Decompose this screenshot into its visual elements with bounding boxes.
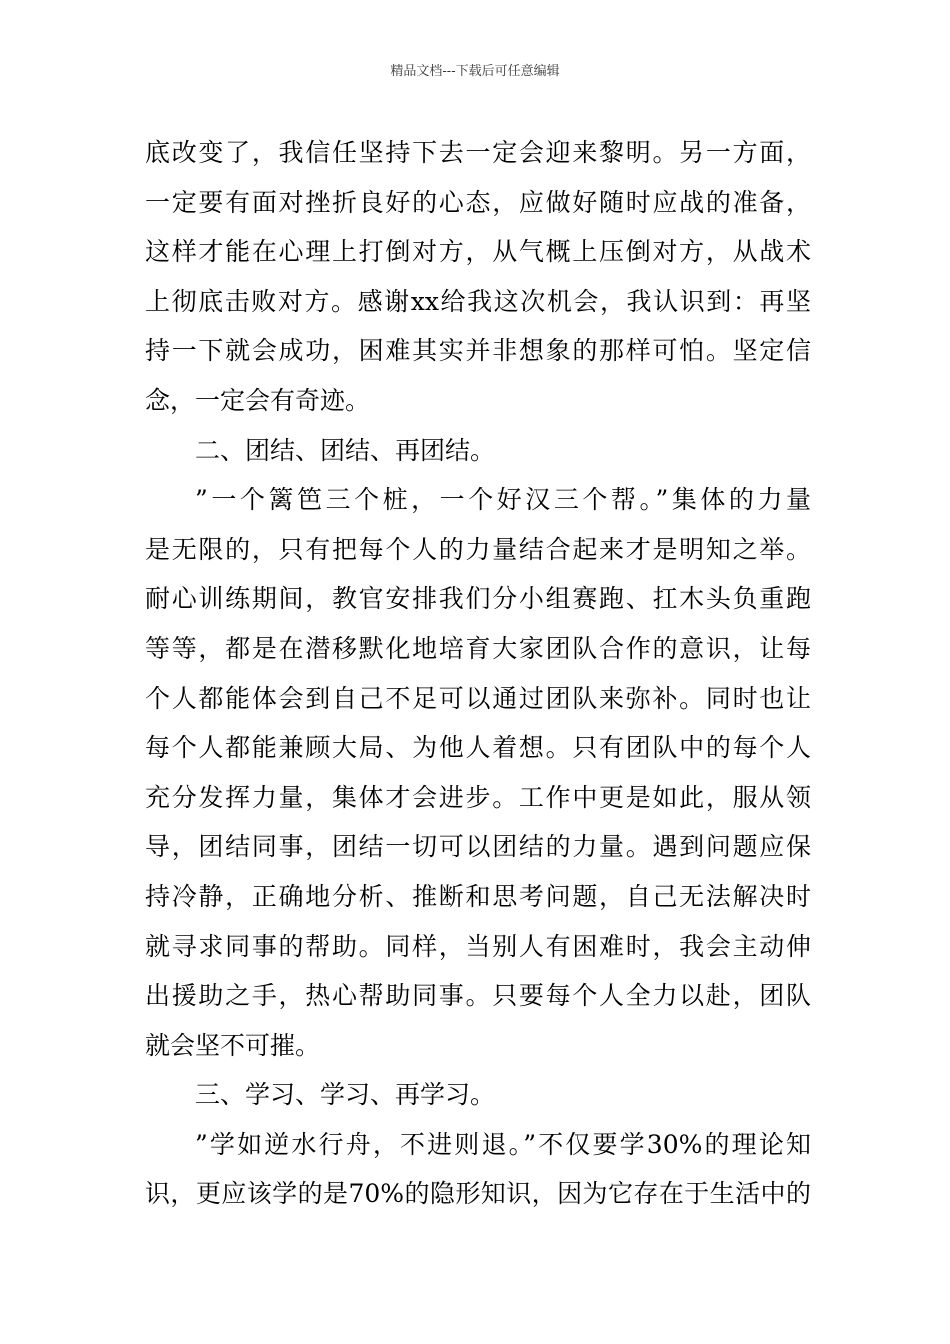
text-line: 念，一定会有奇迹。 — [145, 385, 371, 415]
text-line: 充分发挥力量，集体才会进步。工作中更是如此，服从领 — [145, 782, 811, 812]
text-line: 个人都能体会到自己不足可以通过团队来弥补。同时也让 — [145, 683, 811, 713]
text-line: 就寻求同事的帮助。同样，当别人有困难时，我会主动伸 — [145, 931, 811, 961]
text-line: 等等，都是在潜移默化地培育大家团队合作的意识，让每 — [145, 633, 811, 663]
document-body — [145, 128, 811, 1219]
text-line: ”一个篱笆三个桩，一个好汉三个帮。”集体的力量 — [195, 485, 811, 515]
section-heading: 三、学习、学习、再学习。 — [195, 1080, 496, 1110]
text-line: 持一下就会成功，困难其实并非想象的那样可怕。坚定信 — [145, 336, 811, 366]
text-line: 导，团结同事，团结一切可以团结的力量。遇到问题应保 — [145, 832, 811, 862]
text-line: 是无限的，只有把每个人的力量结合起来才是明知之举。 — [145, 534, 811, 564]
text-line: 识，更应该学的是70%的隐形知识，因为它存在于生活中的 — [145, 1179, 811, 1209]
section-heading: 二、团结、团结、再团结。 — [195, 435, 496, 465]
text-line: 每个人都能兼顾大局、为他人着想。只有团队中的每个人 — [145, 733, 811, 763]
page-header: 精品文档---下载后可任意编辑 — [390, 64, 560, 79]
text-line: 底改变了，我信任坚持下去一定会迎来黎明。另一方面， — [145, 138, 811, 167]
text-line: 上彻底击败对方。感谢xx给我这次机会，我认识到：再坚 — [145, 286, 811, 316]
text-line: ”学如逆水行舟，不进则退。”不仅要学30%的理论知 — [195, 1129, 811, 1159]
text-line: 这样才能在心理上打倒对方，从气概上压倒对方，从战术 — [145, 237, 811, 267]
text-line: 出援助之手，热心帮助同事。只要每个人全力以赴，团队 — [145, 981, 811, 1011]
text-line: 耐心训练期间，教官安排我们分小组赛跑、扛木头负重跑 — [145, 584, 811, 614]
text-line: 就会坚不可摧。 — [145, 1030, 321, 1060]
text-line: 持冷静，正确地分析、推断和思考问题，自己无法解决时 — [145, 881, 811, 911]
text-line: 一定要有面对挫折良好的心态，应做好随时应战的准备， — [145, 187, 811, 217]
